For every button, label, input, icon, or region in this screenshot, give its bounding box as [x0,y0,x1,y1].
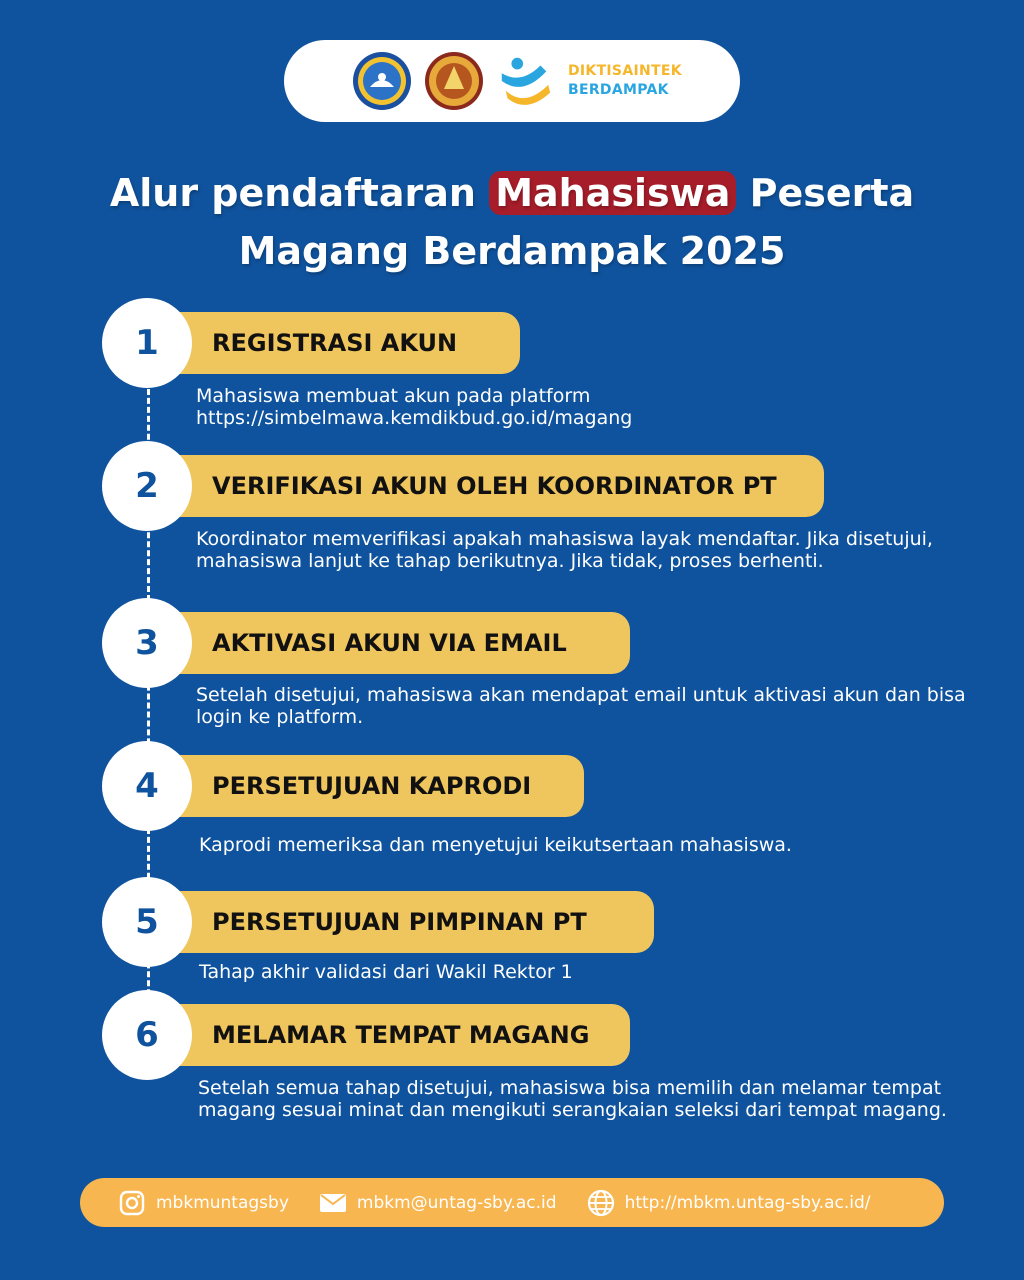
step-1-label: REGISTRASI AKUN [212,329,458,357]
step-6-pill [150,1004,630,1066]
footer-website-text: http://mbkm.untag-sby.ac.id/ [624,1192,871,1213]
step-6-number: 6 [102,990,192,1080]
brand-line2: BERDAMPAK [568,82,669,98]
title-part1: Alur pendaftaran [109,171,490,215]
step-5-number: 5 [102,877,192,967]
step-3-description: Setelah disetujui, mahasiswa akan mendapat email untuk aktivasi akun dan bisa login ke platform. [196,684,966,728]
step-2-number: 2 [102,441,192,531]
diktisaintek-logo-icon [496,52,554,110]
step-2-pill [150,455,824,517]
step-1-number: 1 [102,298,192,388]
brand-line1: DIKTISAINTEK [568,63,682,79]
globe-icon [587,1189,615,1217]
step-5-pill [150,891,654,953]
footer-instagram-text: mbkmuntagsby [156,1192,289,1213]
title-part2: Peserta [736,171,915,215]
step-2-description: Koordinator memverifikasi apakah mahasiswa layak mendaftar. Jika disetujui, mahasiswa lanjut ke tahap berikutnya. Jika tidak, proses berhenti. [196,528,933,572]
page-title [40,164,984,280]
logo-bar [284,40,740,122]
step-2-label: VERIFIKASI AKUN OLEH KOORDINATOR PT [212,472,777,500]
title-highlight: Mahasiswa [489,171,736,215]
footer-website[interactable] [587,1189,871,1217]
step-4-number: 4 [102,741,192,831]
footer-email-text: mbkm@untag-sby.ac.id [356,1192,557,1213]
step-6-description: Setelah semua tahap disetujui, mahasiswa bisa memilih dan melamar tempat magang sesuai minat dan mengikuti serangkaian seleksi dari tempat magang. [198,1077,947,1121]
step-3-pill [150,612,630,674]
university-seal-icon [424,51,484,111]
footer-instagram[interactable] [118,1189,289,1217]
mail-icon [319,1189,347,1217]
step-3-number: 3 [102,598,192,688]
title-line2: Magang Berdampak 2025 [238,229,786,273]
ministry-seal-icon [352,51,412,111]
step-4-description: Kaprodi memeriksa dan menyetujui keikutsertaan mahasiswa. [199,834,792,856]
step-5-label: PERSETUJUAN PIMPINAN PT [212,908,587,936]
footer-email[interactable] [319,1189,557,1217]
step-6-label: MELAMAR TEMPAT MAGANG [212,1021,590,1049]
step-4-pill [150,755,584,817]
step-1-pill [150,312,520,374]
contact-footer [80,1178,944,1227]
step-4-label: PERSETUJUAN KAPRODI [212,772,532,800]
step-1-description: Mahasiswa membuat akun pada platform https://simbelmawa.kemdikbud.go.id/magang [196,385,633,429]
step-3-label: AKTIVASI AKUN VIA EMAIL [212,629,567,657]
step-5-description: Tahap akhir validasi dari Wakil Rektor 1 [199,961,573,983]
brand-text [568,62,682,100]
title-line1 [40,164,984,222]
instagram-icon [118,1189,146,1217]
